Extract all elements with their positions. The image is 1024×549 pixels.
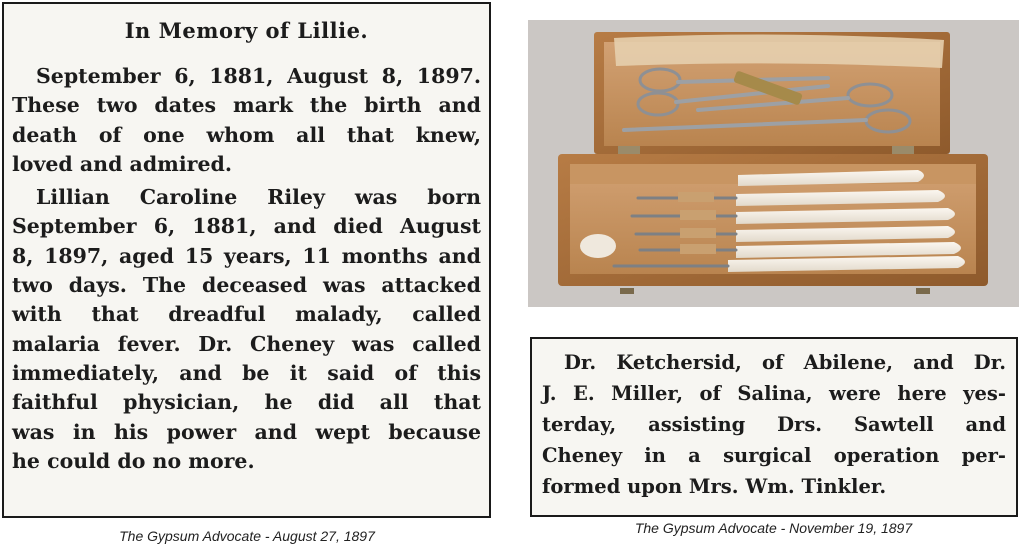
operation-line: J. E. Miller, of Salina, were here yes- bbox=[542, 382, 1006, 405]
memorial-text bbox=[12, 62, 481, 476]
memorial-clipping bbox=[2, 2, 491, 518]
surgical-kit-illustration bbox=[528, 20, 1019, 307]
operation-line: Dr. Ketchersid, of Abilene, and Dr. bbox=[564, 351, 1006, 374]
memorial-line: was in his power and wept because bbox=[12, 419, 481, 444]
memorial-line: 8, 1897, aged 15 years, 11 months and bbox=[12, 243, 481, 268]
memorial-line: with that dreadful malady, called bbox=[12, 302, 481, 327]
memorial-line: September 6, 1881, August 8, 1897. bbox=[36, 64, 481, 88]
memorial-line: These two dates mark the birth and bbox=[12, 93, 481, 118]
operation-line: terday, assisting Drs. Sawtell and bbox=[542, 413, 1006, 436]
operation-line: Cheney in a surgical operation per- bbox=[542, 444, 1006, 467]
memorial-line: malaria fever. Dr. Cheney was called bbox=[12, 331, 481, 356]
case-lid bbox=[594, 32, 950, 156]
memorial-line: September 6, 1881, and died August bbox=[12, 214, 481, 239]
memorial-line: faithful physician, he did all that bbox=[12, 390, 481, 415]
memorial-headline: In Memory of Lillie. bbox=[124, 18, 369, 43]
surgical-kit-photo bbox=[528, 20, 1019, 307]
case-base bbox=[558, 154, 988, 294]
memorial-line: two days. The deceased was attacked bbox=[12, 273, 481, 298]
memorial-caption: The Gypsum Advocate - August 27, 1897 bbox=[119, 528, 375, 544]
memorial-line: death of one whom all that knew, bbox=[12, 122, 481, 147]
memorial-line: loved and admired. bbox=[12, 151, 232, 176]
operation-clipping bbox=[530, 337, 1018, 517]
memorial-line: he could do no more. bbox=[12, 448, 255, 473]
memorial-line: immediately, and be it said of this bbox=[12, 360, 481, 385]
operation-line: formed upon Mrs. Wm. Tinkler. bbox=[542, 475, 887, 498]
operation-text bbox=[542, 347, 1006, 502]
memorial-line: Lillian Caroline Riley was born bbox=[36, 185, 481, 210]
operation-caption: The Gypsum Advocate - November 19, 1897 bbox=[634, 520, 913, 536]
